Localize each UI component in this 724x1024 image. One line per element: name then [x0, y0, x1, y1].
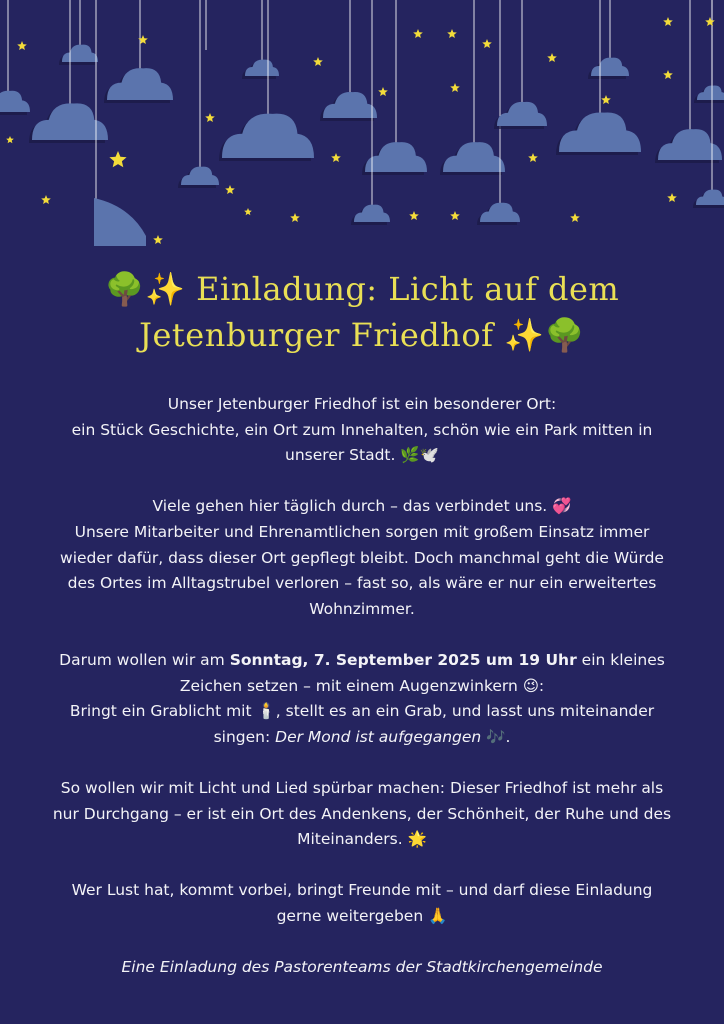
star-icon	[153, 235, 163, 244]
text-line: Bringt ein Grablicht mit 🕯️, stellt es an ein Grab, und lasst uns miteinander	[69, 702, 655, 721]
cloud-icon	[693, 190, 724, 208]
text-line: unserer Stadt. 🌿🕊️	[285, 446, 439, 465]
star-icon	[528, 153, 538, 162]
cloud-icon	[440, 142, 505, 175]
title-line-1: 🌳✨ Einladung: Licht auf dem	[104, 270, 620, 308]
cloud-icon	[494, 102, 547, 129]
text-line	[14, 725, 710, 751]
cloud-icon	[556, 112, 641, 155]
text-line: ein Stück Geschichte, ein Ort zum Innehalten, schön wie ein Park mitten in	[71, 420, 653, 439]
text-line: Wer Lust hat, kommt vorbei, bringt Freunde mit – und darf diese Einladung	[71, 881, 653, 900]
star-icon	[450, 211, 460, 220]
star-icon	[413, 29, 423, 38]
star-icon	[663, 17, 673, 26]
star-icon	[570, 213, 580, 222]
star-icon	[313, 57, 323, 66]
star-icon	[409, 211, 419, 220]
star-icon	[6, 136, 14, 143]
text-line: Wohnzimmer.	[309, 599, 415, 618]
star-icon	[290, 213, 300, 222]
text-line: Unsere Mitarbeiter und Ehrenamtlichen sorgen mit großem Einsatz immer	[74, 522, 650, 541]
star-icon	[205, 113, 215, 122]
title-line-2: Jetenburger Friedhof ✨🌳	[139, 316, 585, 354]
text-fragment: ein kleines	[576, 650, 665, 669]
paragraph-share	[14, 878, 710, 929]
text-fragment: Darum wollen wir am	[59, 650, 230, 669]
star-icon	[225, 185, 235, 194]
cloud-icon	[219, 114, 314, 161]
text-fragment: 🎶.	[481, 727, 511, 746]
song-title: Der Mond ist aufgegangen	[275, 727, 482, 746]
signature: Eine Einladung des Pastorenteams der Stadtkirchengemeinde	[121, 958, 603, 977]
cloud-icon	[694, 86, 724, 103]
text-line: nur Durchgang – er ist ein Ort des Andenkens, der Schönheit, der Ruhe und des	[52, 804, 672, 823]
star-icon	[109, 151, 126, 167]
star-icon	[378, 87, 388, 96]
star-icon	[17, 41, 27, 50]
star-icon	[663, 70, 673, 79]
star-icon	[41, 195, 51, 204]
text-line: Unser Jetenburger Friedhof ist ein besonderer Ort:	[167, 395, 557, 413]
text-line	[14, 648, 710, 674]
text-line: wieder dafür, dass dieser Ort gepflegt bleibt. Doch manchmal geht die Würde	[60, 548, 664, 567]
cloud-icon	[477, 203, 520, 225]
text-line: des Ortes im Alltagstrubel verloren – fast so, als wäre er nur ein erweitertes	[67, 574, 657, 593]
cloud-icon	[351, 205, 390, 225]
cloud-icon	[94, 198, 146, 246]
cloud-icon	[320, 92, 377, 121]
star-icon	[667, 193, 677, 202]
text-line: Miteinanders. 🌟	[297, 830, 427, 849]
cloud-icon	[59, 45, 98, 65]
crescent-moon-icon	[202, 48, 226, 83]
night-sky-decoration	[0, 0, 724, 260]
star-icon	[601, 95, 611, 104]
text-line: Viele gehen hier täglich durch – das verbindet uns. 💞	[152, 497, 572, 516]
paragraph-community	[14, 494, 710, 622]
cloud-icon	[588, 58, 629, 79]
cloud-icon	[104, 68, 173, 103]
cloud-icon	[242, 60, 279, 79]
invitation-title	[30, 266, 694, 358]
star-icon	[482, 39, 492, 48]
paragraph-event-details	[14, 648, 710, 750]
invitation-body	[14, 392, 710, 1006]
text-fragment: singen:	[213, 727, 276, 746]
star-icon	[331, 153, 341, 162]
star-icon	[447, 29, 457, 38]
star-icon	[244, 208, 252, 215]
star-icon	[450, 83, 460, 92]
text-line: Zeichen setzen – mit einem Augenzwinkern 😉:	[179, 676, 545, 695]
star-icon	[547, 53, 557, 62]
text-line: So wollen wir mit Licht und Lied spürbar machen: Dieser Friedhof ist mehr als	[60, 778, 664, 797]
cloud-icon	[178, 167, 219, 188]
paragraph-meaning	[14, 776, 710, 853]
paragraph-place	[14, 392, 710, 469]
text-line: gerne weitergeben 🙏	[276, 906, 448, 925]
event-date-time: Sonntag, 7. September 2025 um 19 Uhr	[229, 650, 577, 669]
cloud-icon	[0, 91, 30, 115]
star-icon	[705, 17, 715, 26]
